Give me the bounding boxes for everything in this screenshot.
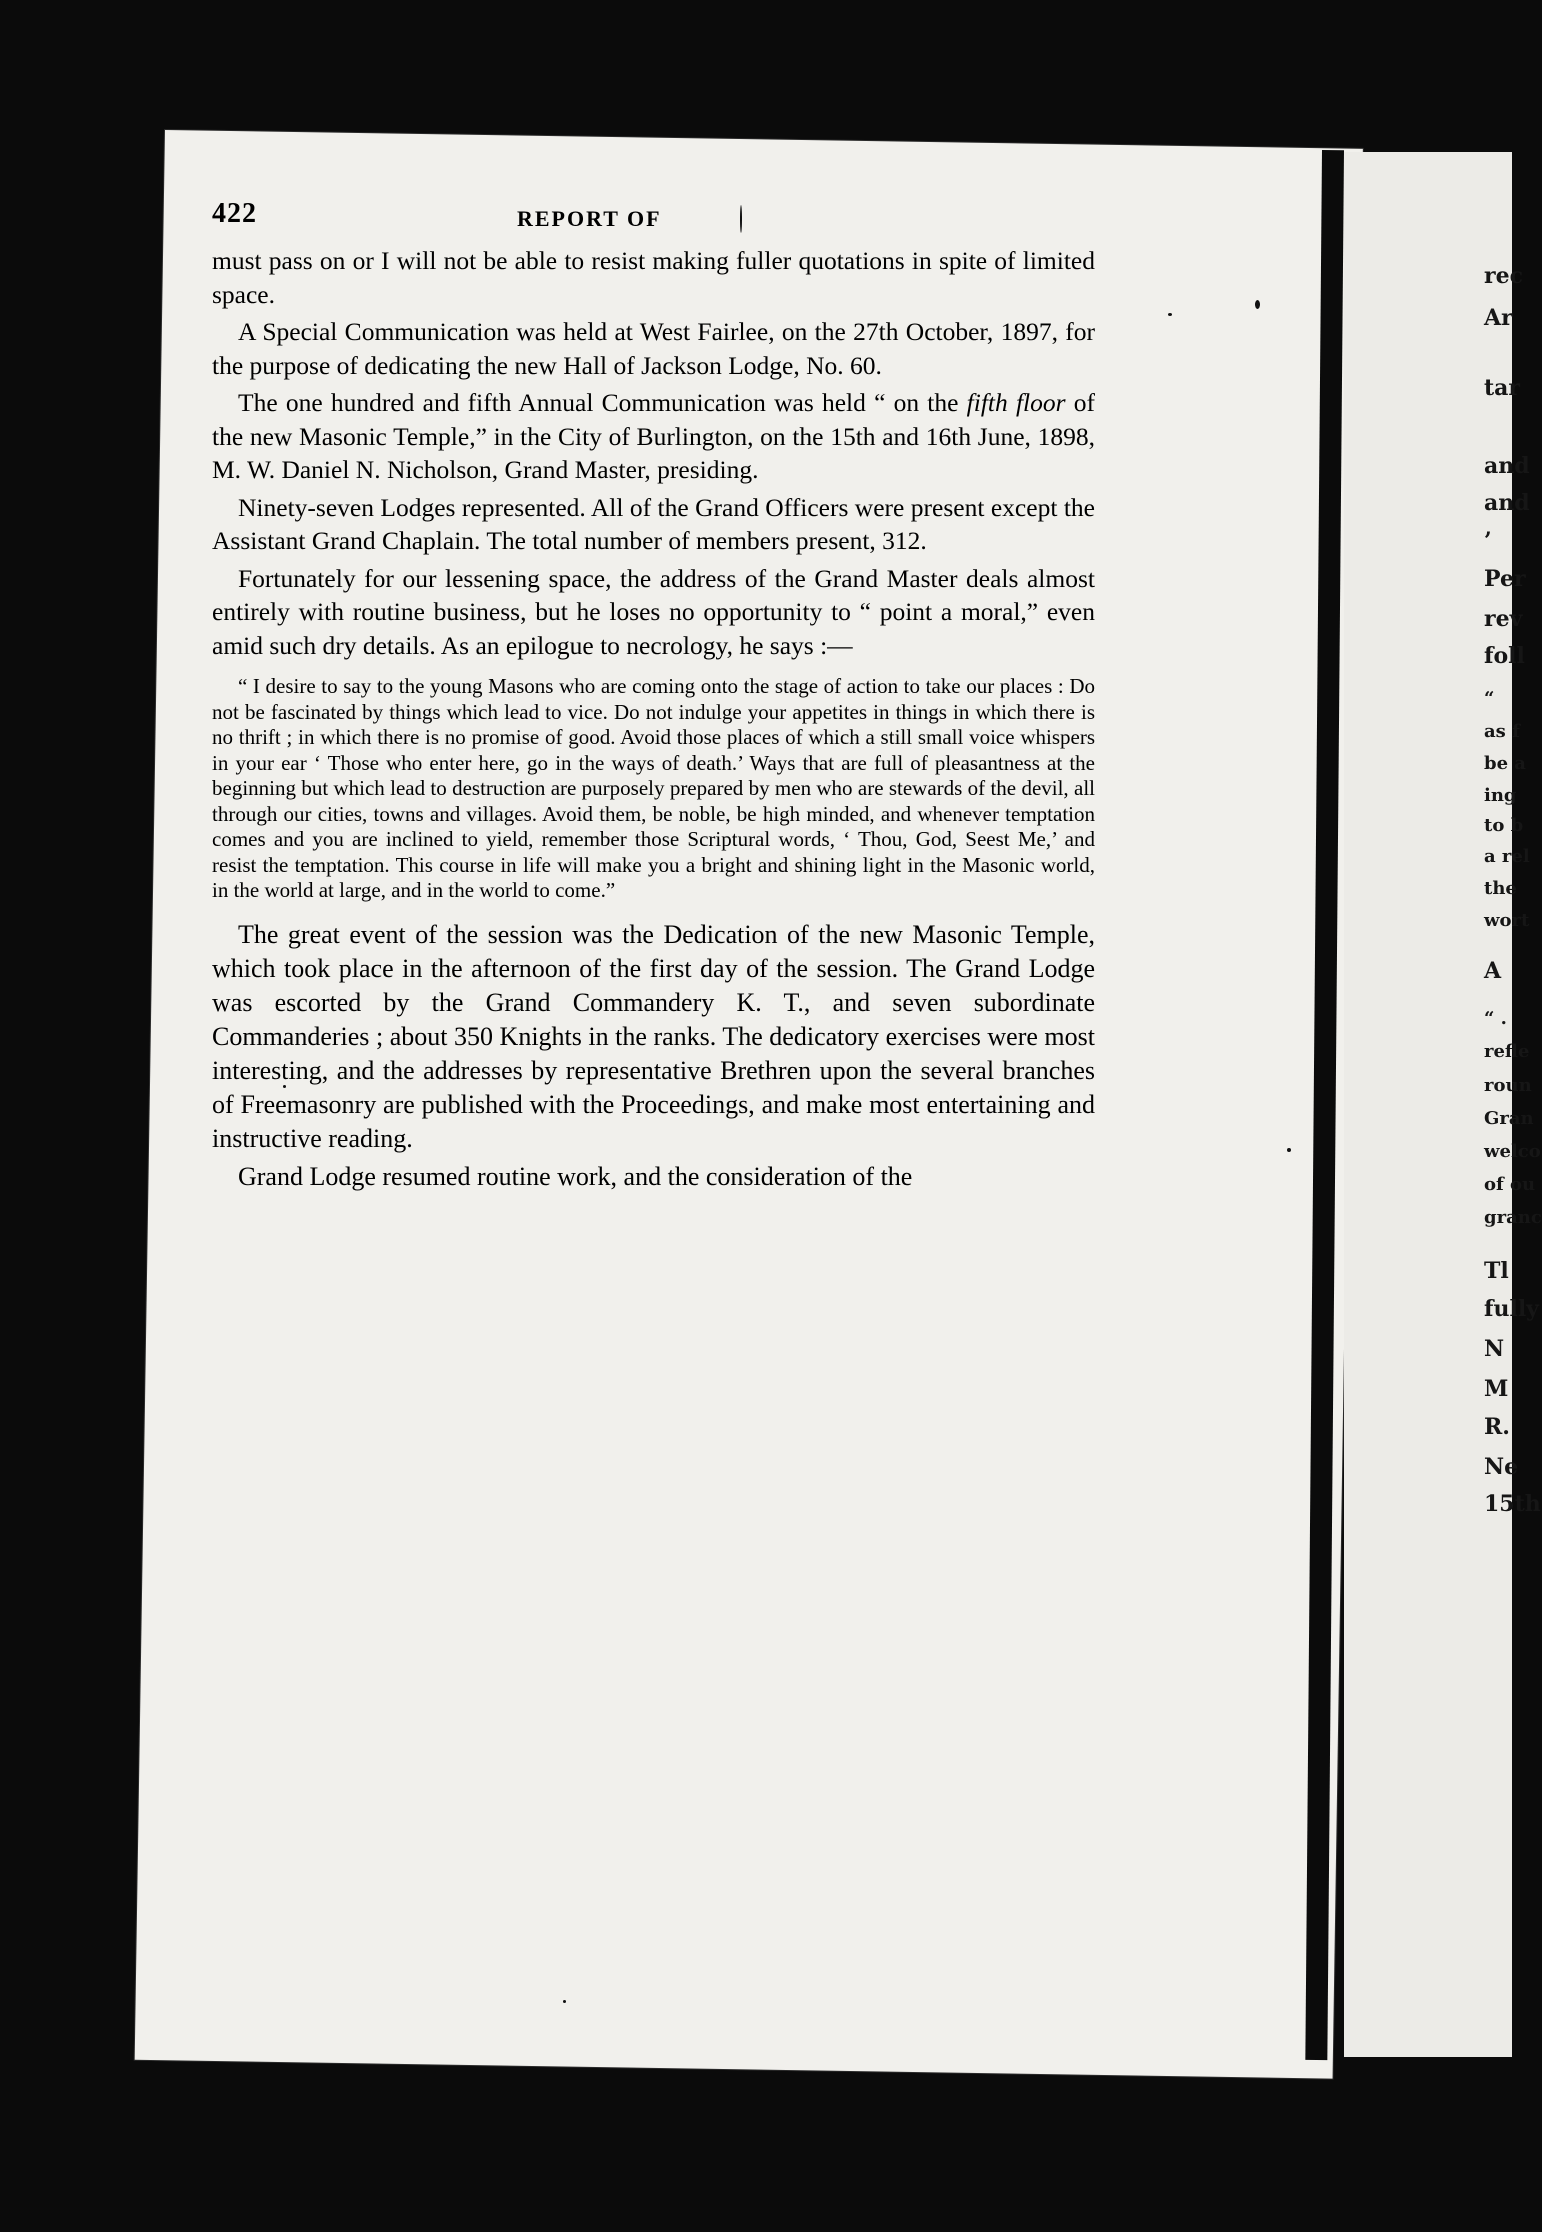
paragraph-annual-communication [212, 386, 1095, 487]
facing-page-fragment: fully [1484, 1296, 1539, 1322]
scan-speck [283, 1085, 286, 1088]
facing-page-fragment: “ [1484, 688, 1495, 709]
facing-page-fragment: Per [1484, 566, 1526, 592]
facing-page-fragment: roun [1484, 1075, 1532, 1096]
running-head: REPORT OF [517, 206, 662, 231]
facing-page-fragment: rev [1484, 606, 1523, 632]
italic-phrase: fifth floor [966, 388, 1066, 417]
facing-page-fragment: Gran [1484, 1108, 1534, 1129]
facing-page-fragment: foll [1484, 643, 1525, 669]
paragraph-grand-master-address: Fortunately for our lessening space, the address of the Grand Master deals almost entirely with routine business, but he loses no opportunity to “ point a moral,” even amid such dry details. As an epilogue to necrology, he says :— [212, 563, 1095, 660]
paragraph-routine-work: Grand Lodge resumed routine work, and the consideration of the [238, 1161, 913, 1191]
facing-page-fragment: be a [1484, 753, 1526, 774]
facing-page [1344, 152, 1542, 2057]
paragraph-text: The one hundred and fifth Annual Communication was held “ on the [238, 388, 967, 417]
facing-page-fragment: and [1484, 490, 1530, 516]
facing-page-fragment: Tl [1484, 1258, 1509, 1284]
page-body [212, 244, 1095, 1198]
facing-page-fragment: N [1484, 1336, 1505, 1362]
facing-page-fragment: the [1484, 878, 1517, 899]
paragraph-text: of the new Masonic Temple,” in the City of Burlington, on the 15th and 16th June, 1898, M. W. Daniel N. Nicholson, Grand Master, presiding. [212, 388, 1095, 484]
facing-page-fragment: refle [1484, 1041, 1530, 1062]
paragraph-continuation: must pass on or I will not be able to resist making fuller quotations in spite of limited space. [212, 246, 1095, 309]
facing-page-fragment: ’ [1484, 528, 1492, 554]
facing-page-fragment: Ne [1484, 1454, 1519, 1480]
facing-page-fragment: M [1484, 1376, 1509, 1402]
scan-speck [563, 2000, 566, 2003]
scan-speck [740, 205, 742, 233]
scan-speck [1168, 313, 1172, 316]
facing-page-fragment: a rel [1484, 846, 1530, 867]
facing-page-fragment: R. [1484, 1414, 1510, 1440]
facing-page-fragment: rec [1484, 263, 1523, 289]
paragraph-dedication: The great event of the session was the Dedication of the new Masonic Temple, which took place in the afternoon of the first day of the session. The Grand Lodge was escorted by the Grand Commandery K. T., and seven subordinate Commanderies ; about 350 Knights in the ranks. The dedicatory exercises were most interesting, and the addresses by representative Brethren upon the several branches of Freemasonry are published with the Proceedings, and make most entertaining and instructive reading. [212, 919, 1095, 1153]
paragraph-lodges-represented: Ninety-seven Lodges represented. All of the Grand Officers were present except the Assistant Grand Chaplain. The total number of members present, 312. [212, 492, 1095, 555]
facing-page-fragment: and [1484, 453, 1530, 479]
page-header [212, 198, 1212, 238]
facing-page-fragment: tar [1484, 375, 1521, 401]
facing-page-fragment: as f [1484, 721, 1520, 742]
facing-page-fragment: of ou [1484, 1174, 1536, 1195]
facing-page-fragment: ing [1484, 785, 1517, 806]
facing-page-fragment: Ar [1484, 305, 1513, 331]
facing-page-fragment: to b [1484, 815, 1524, 836]
facing-page-fragment: welco [1484, 1141, 1541, 1162]
facing-page-fragment: A [1484, 958, 1502, 984]
paragraph-special-communication: A Special Communication was held at West Fairlee, on the 27th October, 1897, for the purpose of dedicating the new Hall of Jackson Lodge, No. 60. [212, 317, 1095, 380]
facing-page-fragment: “ . [1484, 1008, 1507, 1029]
scan-speck [1255, 300, 1260, 309]
facing-page-fragment: 15th [1484, 1491, 1541, 1517]
facing-page-fragment: wort [1484, 910, 1530, 931]
block-quote: “ I desire to say to the young Masons who are coming onto the stage of action to take our places : Do not be fascinated by things which lead to vice. Do not indulge your appetites in things in which there is no thrift ; in which there is no promise of good. Avoid those places of which a still small voice whispers in your ear ‘ Those who enter here, go in the ways of death.’ Ways that are full of pleasantness at the beginning but which lead to destruction are purposely prepared by men who are stewards of the devil, all through our cities, towns and villages. Avoid them, be noble, be high minded, and whenever temptation comes and you are inclined to yield, remember those Scriptural words, ‘ Thou, God, Seest Me,’ and resist the temptation. This course in life will make you a bright and shining light in the Masonic world, in the world at large, and in the world to come.” [212, 674, 1095, 902]
facing-page-fragment: granc [1484, 1207, 1542, 1228]
page-number: 422 [212, 198, 257, 229]
scan-speck [1287, 1148, 1291, 1152]
